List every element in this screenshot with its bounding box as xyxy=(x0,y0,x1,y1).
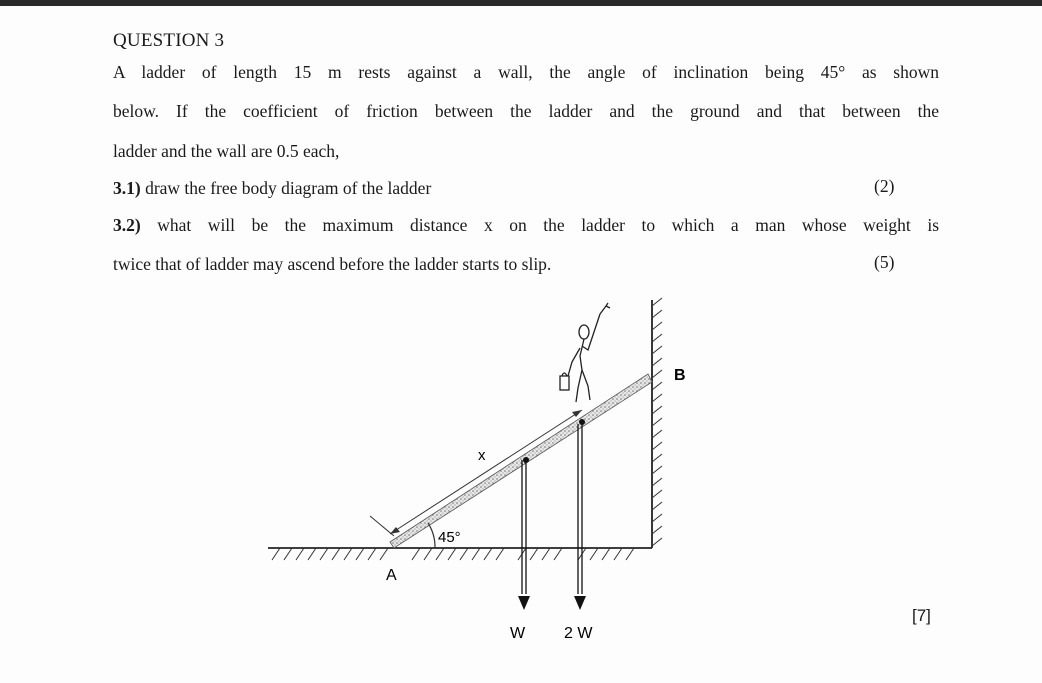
force-2w xyxy=(574,419,586,610)
ladder-figure xyxy=(260,290,686,650)
part-3-2-line-2: twice that of ladder may ascend before the ladder starts to slip. xyxy=(113,254,552,274)
ground xyxy=(268,548,652,560)
intro-line-3: ladder and the wall are 0.5 each, xyxy=(113,141,340,161)
question-title: QUESTION 3 xyxy=(113,30,225,51)
man-figure xyxy=(560,303,610,402)
part-3-2-number: 3.2) xyxy=(113,215,141,235)
part-3-2-marks: (5) xyxy=(874,252,895,272)
force-w xyxy=(518,457,530,610)
part-3-1 xyxy=(113,178,431,199)
top-border xyxy=(0,0,1042,6)
part-3-2-text-1: what will be the maximum distance x on the ladder to which a man whose weight is xyxy=(157,215,939,235)
label-force-2w: 2 W xyxy=(564,625,593,642)
total-marks: [7] xyxy=(912,606,931,625)
part-3-1-marks: (2) xyxy=(874,176,895,196)
wall xyxy=(652,298,662,548)
intro-line-1: A ladder of length 15 m rests against a wall, the angle of inclination being 45° as shown xyxy=(113,62,939,82)
label-force-w: W xyxy=(510,625,526,642)
angle-label: 45° xyxy=(438,529,461,546)
intro-line-2: below. If the coefficient of friction between the ladder and the ground and that between the xyxy=(113,101,939,121)
part-3-2-line-1 xyxy=(113,215,939,236)
label-a: A xyxy=(386,567,397,584)
angle-arc xyxy=(428,523,435,548)
part-3-1-number: 3.1) xyxy=(113,178,141,198)
label-b: B xyxy=(674,367,686,384)
distance-x-dimension xyxy=(370,410,582,536)
ladder xyxy=(390,374,652,548)
part-3-1-text: draw the free body diagram of the ladder xyxy=(145,178,432,198)
label-x: x xyxy=(478,447,486,464)
